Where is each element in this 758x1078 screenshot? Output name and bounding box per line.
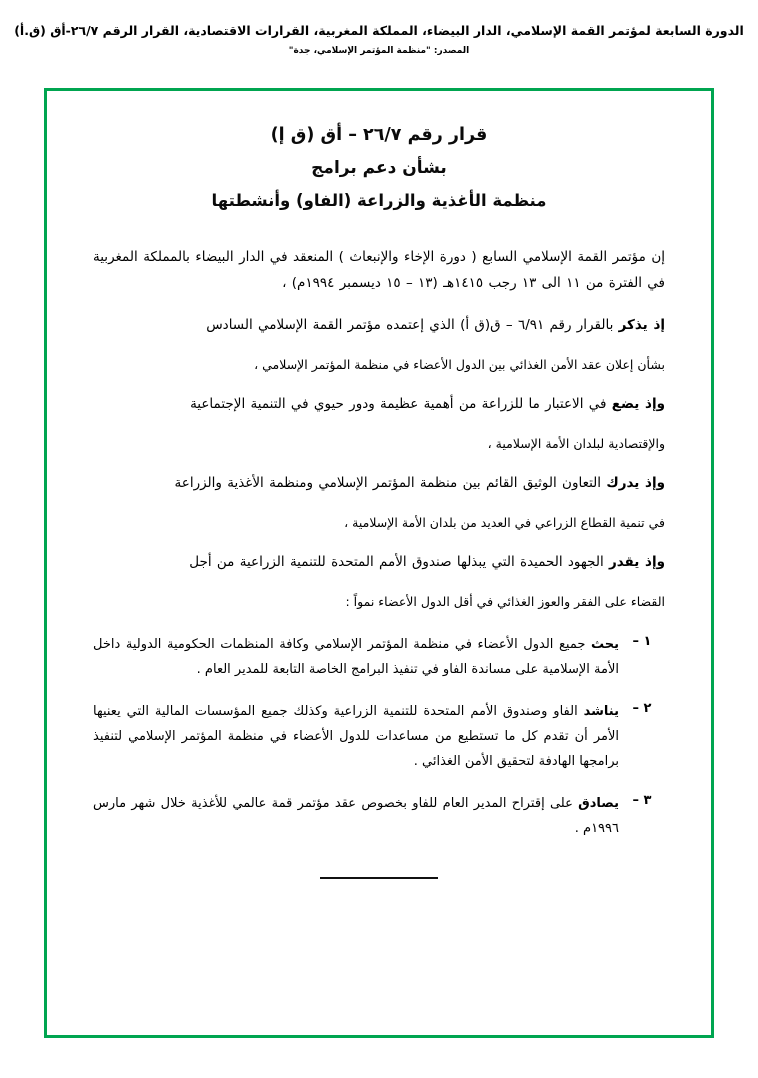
list-item xyxy=(93,699,665,775)
green-frame-border xyxy=(44,88,714,1038)
clause-3-lead: وإذ يدرك xyxy=(606,474,665,491)
document-body xyxy=(47,91,711,899)
list-item-number: ١ – xyxy=(632,633,652,649)
list-item-text xyxy=(93,632,619,683)
list-item-number: ٢ – xyxy=(632,700,652,716)
header-source: المصدر: "منظمة المؤتمر الإسلامي، جدة" xyxy=(288,45,470,56)
resolution-title-block xyxy=(93,125,665,210)
list-item-body: على إقتراح المدير العام للفاو بخصوص عقد مؤتمر قمة عالمي للأغذية خلال شهر مارس ١٩٩٦م . xyxy=(93,795,619,836)
end-of-document-rule xyxy=(320,877,438,879)
clause-1-rest: بالقرار رقم ٦/٩١ – ق(ق أ) الذي إعتمده مؤتمر القمة الإسلامي السادس xyxy=(206,316,619,333)
list-item-body: جميع الدول الأعضاء في منظمة المؤتمر الإسلامي وكافة المنظمات الحكومية الدولية داخل الأمة الإسلامية على مساندة الفاو في تنفيذ البرامج الخاصة التابعة للمدير العام . xyxy=(93,636,619,678)
clause-2-rest: في الاعتبار ما للزراعة من أهمية عظيمة ودور حيوي في التنمية الإجتماعية xyxy=(190,395,612,412)
clause-1-continuation: بشأن إعلان عقد الأمن الغذائي بين الدول الأعضاء في منظمة المؤتمر الإسلامي ، xyxy=(254,356,665,372)
list-item-number: ٣ – xyxy=(632,792,652,808)
clause-2-continuation: والإقتصادية لبلدان الأمة الإسلامية ، xyxy=(487,436,665,451)
clause-3-rest: التعاون الوثيق القائم بين منظمة المؤتمر الإسلامي ومنظمة الأغذية والزراعة xyxy=(174,474,607,491)
clause-3 xyxy=(93,470,665,496)
preamble-paragraph: إن مؤتمر القمة الإسلامي السابع ( دورة الإخاء والإنبعاث ) المنعقد في الدار البيضاء بالمملكة المغربية في الفترة من ١١ الى ١٣ رجب ١٤١٥هـ (١٣ – ١٥ ديسمبر ١٩٩٤م) ، xyxy=(93,249,665,292)
clause-4-rest: الجهود الحميدة التي يبذلها صندوق الأمم المتحدة للتنمية الزراعية من أجل xyxy=(189,553,609,570)
clause-1-lead: إذ يذكر xyxy=(618,316,665,333)
list-item-text xyxy=(93,699,619,775)
list-item-lead: يحث xyxy=(590,636,619,652)
resolution-number: قرار رقم ٢٦/٧ – أق (ق إ) xyxy=(270,125,488,145)
list-item-lead: يصادق xyxy=(578,795,619,811)
list-item xyxy=(93,791,665,842)
clause-2 xyxy=(93,391,665,417)
resolution-subject-line: بشأن دعم برامج xyxy=(311,158,447,178)
clause-4-lead: وإذ يقدر xyxy=(608,553,665,570)
clause-1 xyxy=(93,312,665,338)
list-item-lead: يناشد xyxy=(583,703,619,719)
list-item xyxy=(93,632,665,683)
list-item-text xyxy=(93,791,619,842)
clause-4-continuation: القضاء على الفقر والعوز الغذائي في أقل الدول الأعضاء نمواً : xyxy=(345,594,665,610)
clause-2-lead: وإذ يضع xyxy=(611,395,665,412)
list-item-body: الفاو وصندوق الأمم المتحدة للتنمية الزراعية وكذلك جميع المؤسسات المالية التي يعنيها الأمر أن تقدم كل ما تستطيع من مساعدات للدول الأعضاء في منظمة المؤتمر الإسلامي لتنفيذ برامجها الهادفة لتحقيق الأمن الغذائي . xyxy=(93,703,619,770)
clause-4 xyxy=(93,549,665,575)
resolution-subject-name: منظمة الأغذية والزراعة (الفاو) وأنشطتها xyxy=(211,191,547,210)
clause-3-continuation: في تنمية القطاع الزراعي في العديد من بلدان الأمة الإسلامية ، xyxy=(344,515,665,531)
header-title: الدورة السابعة لمؤتمر القمة الإسلامي، الدار البيضاء، المملكة المغربية، القرارات الاقتصادية، القرار الرقم ٢٦/٧-أق (ق.أ) xyxy=(14,23,744,38)
resolution-items-list xyxy=(93,632,665,841)
document-header xyxy=(0,0,758,56)
